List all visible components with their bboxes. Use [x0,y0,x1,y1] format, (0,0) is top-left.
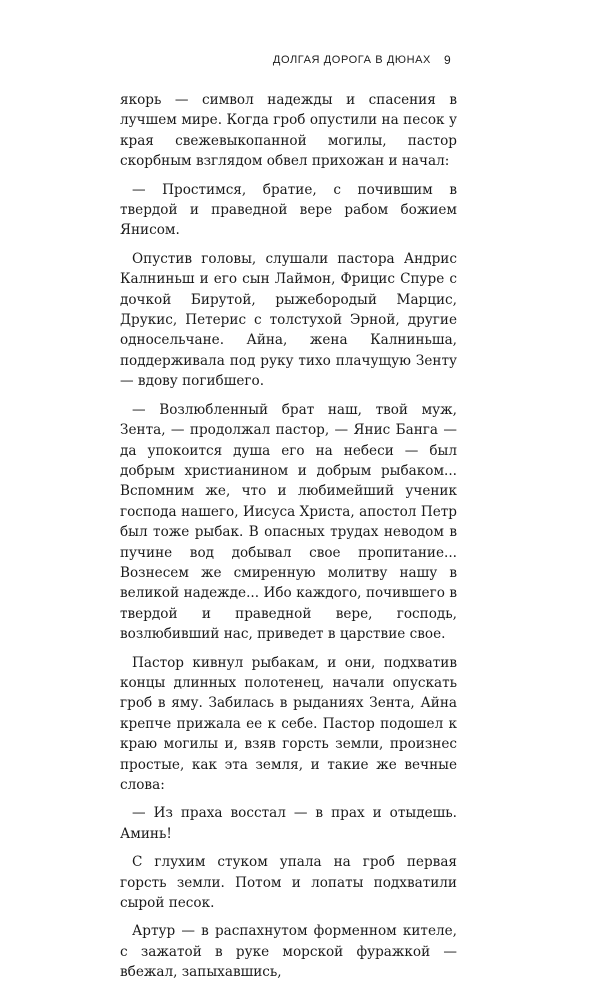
paragraph: — Из праха восстал — в прах и отыдешь. Аминь! [120,805,457,842]
book-title: ДОЛГАЯ ДОРОГА В ДЮНАХ [272,54,431,66]
page-number: 9 [444,53,451,67]
paragraph: — Простимся, братие, с почившим в твердой и праведной вере рабом божием Янисом. [120,181,457,239]
body-text [120,90,457,983]
paragraph: Артур — в распахнутом форменном кителе, с зажатой в руке морской фуражкой — вбежал, запыхавшись, [120,923,457,981]
paragraph: С глухим стуком упала на гроб первая горсть земли. Потом и лопаты подхватили сырой песок. [120,854,457,912]
paragraph: — Возлюбленный брат наш, твой муж, Зента, — продолжал пастор, — Янис Банга — да упокоится душа его на небеси — был добрым христианином и добрым рыбаком... Вспомним же, что и любимейший ученик господа нашего, Иисуса Христа, апостол Петр был тоже рыбак. В опасных трудах неводом в пучине вод добывал свое пропитание... Вознесем же смиренную молитву нашу в великой надежде... Ибо каждого, почившего в твердой и праведной вере, господь, возлюбивший нас, приведет в царствие свое. [120,401,457,643]
running-header [0,54,600,74]
paragraph: якорь — символ надежды и спасения в лучшем мире. Когда гроб опустили на песок у края свежевыкопанной могилы, пастор скорбным взглядом обвел прихожан и начал: [120,92,457,170]
paragraph: Пастор кивнул рыбакам, и они, подхватив концы длинных полотенец, начали опускать гроб в яму. Забилась в рыданиях Зента, Айна крепче прижала ее к себе. Пастор подошел к краю могилы и, взяв горсть земли, произнес простые, как эта земля, и такие же вечные слова: [120,654,457,793]
paragraph: Опустив головы, слушали пастора Андрис Калниньш и его сын Лаймон, Фрицис Спуре с дочкой Бирутой, рыжебородый Марцис, Друкис, Петерис с толстухой Эрной, другие односельчане. Айна, жена Калниньша, поддерживала под руку тихо плачущую Зенту — вдову погибшего. [120,250,457,390]
